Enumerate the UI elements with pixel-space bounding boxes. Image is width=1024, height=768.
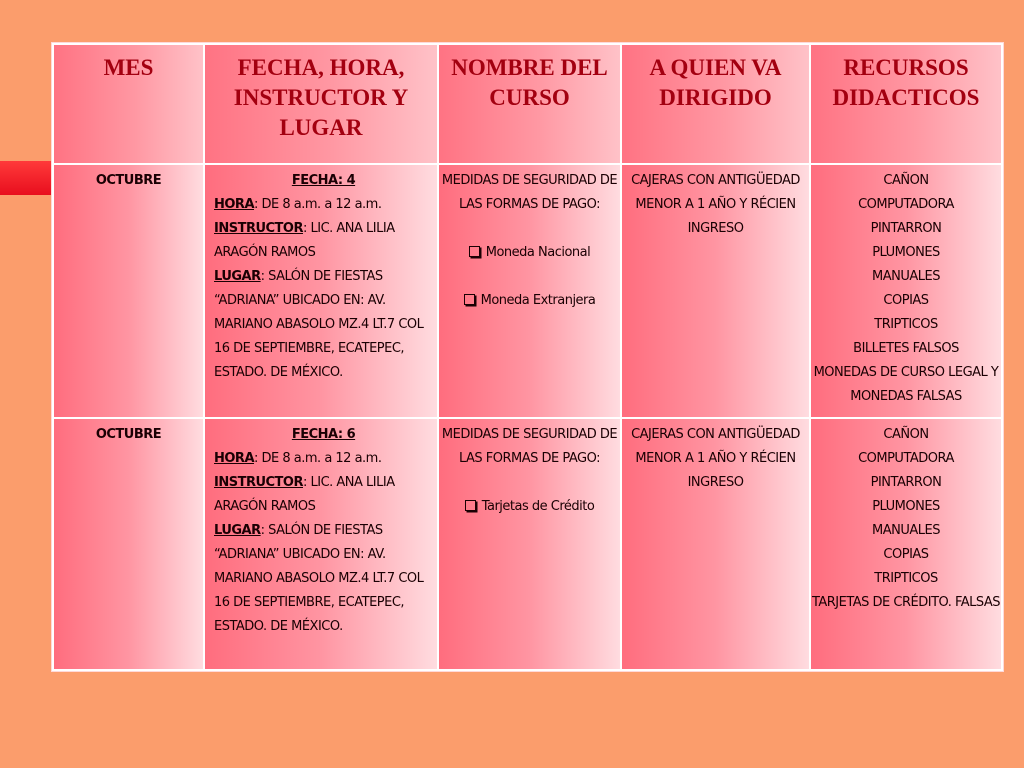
checkbox-bullet-icon — [465, 500, 476, 511]
recursos-cell — [810, 164, 1002, 418]
fecha-label: FECHA: 4 — [291, 173, 356, 188]
recurso-item: CAÑON — [883, 173, 929, 188]
curso-item-label: Tarjetas de Crédito — [481, 499, 595, 514]
recurso-item: COPIAS — [883, 293, 929, 308]
instructor-line — [214, 475, 395, 514]
recurso-item: COMPUTADORA — [858, 197, 954, 212]
recurso-item: BILLETES FALSOS — [853, 341, 959, 356]
header-nombre-curso: NOMBRE DEL CURSO — [438, 44, 621, 164]
recurso-item: PINTARRON — [870, 475, 942, 490]
curso-title: MEDIDAS DE SEGURIDAD DE LAS FORMAS DE PAGO: — [441, 173, 618, 212]
recursos-cell — [810, 418, 1002, 670]
recurso-item: MONEDAS DE CURSO LEGAL Y MONEDAS FALSAS — [813, 365, 999, 404]
header-dirigido: A QUIEN VA DIRIGIDO — [621, 44, 810, 164]
curso-cell — [438, 164, 621, 418]
accent-bar — [0, 161, 52, 195]
hora-line — [214, 451, 381, 466]
fecha-label: FECHA: 6 — [291, 427, 356, 442]
hora-label: HORA — [214, 451, 255, 466]
fecha-cell — [204, 418, 438, 670]
lugar-value: : SALÓN DE FIESTAS “ADRIANA” UBICADO EN: AV. MARIANO ABASOLO MZ.4 LT.7 COL 16 DE SEPTIEMBRE, ECATEPEC, ESTADO. DE MÉXICO. — [214, 269, 424, 380]
checkbox-bullet-icon — [469, 246, 480, 257]
instructor-value: : LIC. ANA LILIA ARAGÓN RAMOS — [214, 475, 395, 514]
recurso-item: TRIPTICOS — [874, 571, 938, 586]
instructor-value: : LIC. ANA LILIA ARAGÓN RAMOS — [214, 221, 395, 260]
recurso-item: COPIAS — [883, 547, 929, 562]
dirigido-cell: CAJERAS CON ANTIGÜEDAD MENOR A 1 AÑO Y RÉCIEN INGRESO — [621, 164, 810, 418]
hora-label: HORA — [214, 197, 255, 212]
recurso-item: MANUALES — [872, 269, 940, 284]
header-recursos: RECURSOS DIDACTICOS — [810, 44, 1002, 164]
recurso-item: PINTARRON — [870, 221, 942, 236]
mes-cell: OCTUBRE — [53, 164, 204, 418]
hora-value: : DE 8 a.m. a 12 a.m. — [254, 197, 382, 212]
curso-item — [439, 495, 620, 519]
instructor-label: INSTRUCTOR — [214, 221, 303, 236]
lugar-label: LUGAR — [214, 523, 261, 538]
recurso-item: COMPUTADORA — [858, 451, 954, 466]
fecha-cell — [204, 164, 438, 418]
header-fecha: FECHA, HORA, INSTRUCTOR Y LUGAR — [204, 44, 438, 164]
recurso-item: PLUMONES — [872, 499, 940, 514]
lugar-value: : SALÓN DE FIESTAS “ADRIANA” UBICADO EN: AV. MARIANO ABASOLO MZ.4 LT.7 COL 16 DE SEPTIEMBRE, ECATEPEC, ESTADO. DE MÉXICO. — [214, 523, 424, 634]
recurso-item: MANUALES — [872, 523, 940, 538]
course-schedule-table — [52, 43, 1003, 671]
hora-value: : DE 8 a.m. a 12 a.m. — [254, 451, 382, 466]
table-row — [53, 164, 1002, 418]
curso-cell — [438, 418, 621, 670]
curso-title: MEDIDAS DE SEGURIDAD DE LAS FORMAS DE PAGO: — [441, 427, 618, 466]
recurso-item: TARJETAS DE CRÉDITO. FALSAS — [811, 595, 1001, 610]
hora-line — [214, 197, 381, 212]
table-row — [53, 418, 1002, 670]
curso-item — [439, 289, 620, 313]
recurso-item: CAÑON — [883, 427, 929, 442]
curso-item-label: Moneda Nacional — [485, 245, 591, 260]
checkbox-bullet-icon — [464, 294, 475, 305]
recurso-item: TRIPTICOS — [874, 317, 938, 332]
header-mes: MES — [53, 44, 204, 164]
header-row — [53, 44, 1002, 164]
lugar-line — [214, 269, 423, 380]
recurso-item: PLUMONES — [872, 245, 940, 260]
curso-item-label: Moneda Extranjera — [480, 293, 596, 308]
lugar-label: LUGAR — [214, 269, 261, 284]
dirigido-cell: CAJERAS CON ANTIGÜEDAD MENOR A 1 AÑO Y RÉCIEN INGRESO — [621, 418, 810, 670]
instructor-label: INSTRUCTOR — [214, 475, 303, 490]
mes-cell: OCTUBRE — [53, 418, 204, 670]
curso-item — [439, 241, 620, 265]
lugar-line — [214, 523, 423, 634]
instructor-line — [214, 221, 395, 260]
